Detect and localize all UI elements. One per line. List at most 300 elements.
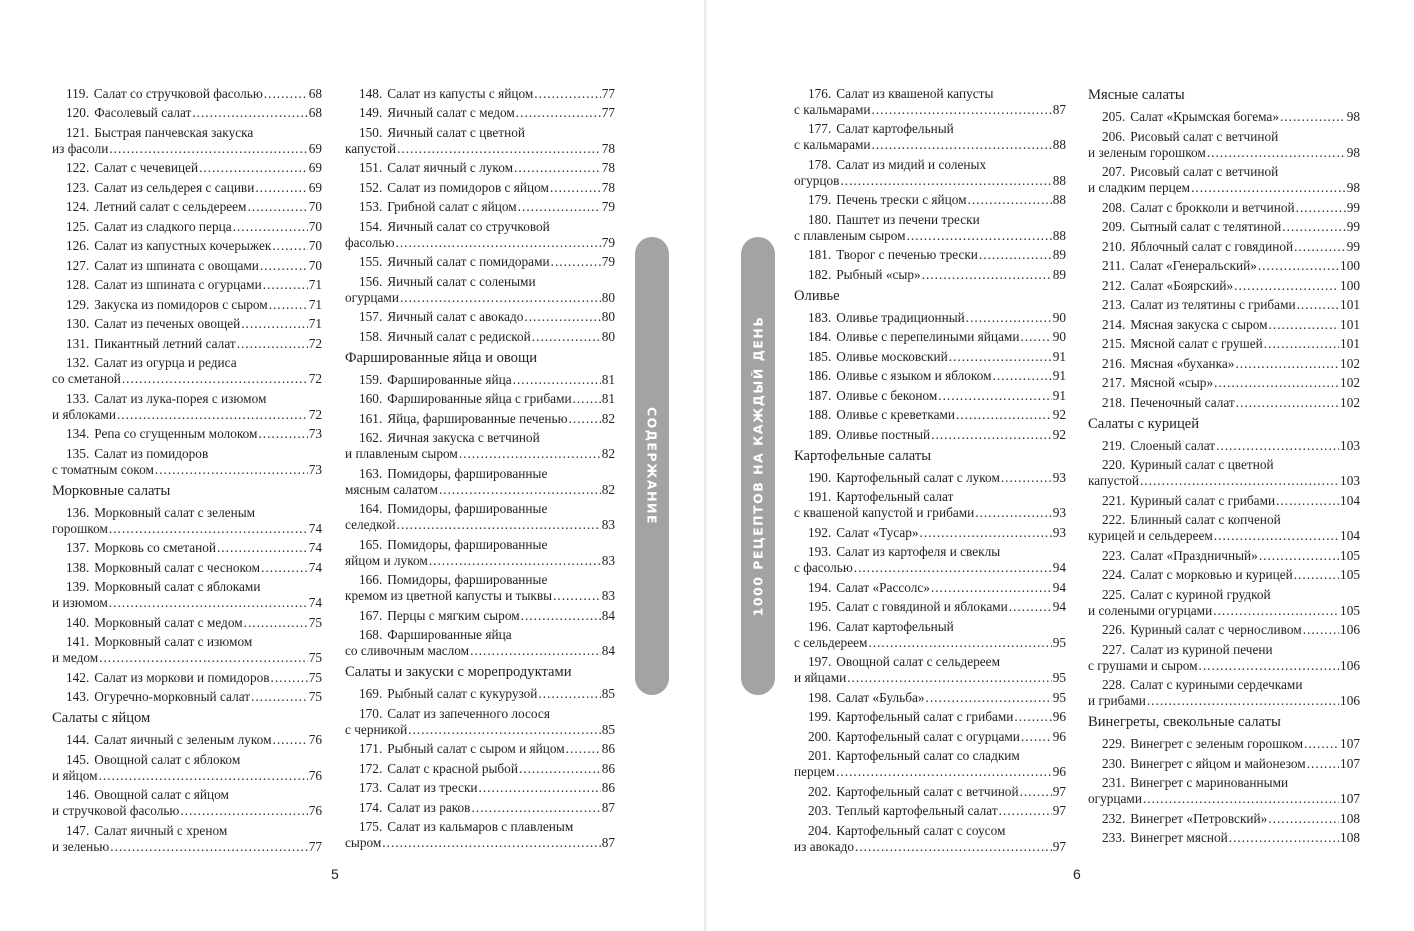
entry-title-continued: и медом bbox=[52, 650, 99, 666]
toc-entry[interactable] bbox=[52, 160, 322, 176]
entry-page-number: 74 bbox=[308, 595, 322, 611]
toc-entry[interactable] bbox=[794, 388, 1066, 404]
toc-entry[interactable] bbox=[52, 560, 322, 576]
toc-entry[interactable] bbox=[1088, 317, 1360, 333]
entry-number: 160. bbox=[359, 391, 383, 407]
entry-page-number: 75 bbox=[308, 614, 322, 630]
toc-entry[interactable] bbox=[345, 430, 615, 462]
entry-number: 148. bbox=[359, 85, 383, 101]
toc-entry[interactable] bbox=[1088, 512, 1360, 544]
entry-title: Фаршированные яйца с грибами bbox=[387, 391, 572, 407]
toc-entry[interactable] bbox=[794, 654, 1066, 686]
entry-number: 214. bbox=[1102, 316, 1126, 332]
leader-dots bbox=[872, 102, 1052, 118]
entry-page-number: 108 bbox=[1340, 830, 1360, 846]
toc-entry[interactable] bbox=[794, 247, 1066, 263]
entry-page-number: 72 bbox=[308, 335, 322, 351]
entry-title: Помидоры, фаршированные bbox=[387, 465, 548, 481]
toc-entry[interactable] bbox=[345, 160, 615, 176]
entry-number: 175. bbox=[359, 819, 383, 835]
toc-entry[interactable] bbox=[1088, 756, 1360, 772]
toc-entry[interactable] bbox=[52, 823, 322, 855]
entry-page-number: 97 bbox=[1052, 783, 1066, 799]
entry-number: 139. bbox=[66, 579, 90, 595]
toc-entry[interactable] bbox=[52, 579, 322, 611]
toc-entry[interactable] bbox=[794, 192, 1066, 208]
entry-number: 171. bbox=[359, 741, 383, 757]
entry-title: Салат из раков bbox=[387, 799, 471, 815]
toc-entry[interactable] bbox=[1088, 297, 1360, 313]
entry-page-number: 76 bbox=[308, 767, 322, 783]
toc-entry[interactable] bbox=[794, 329, 1066, 345]
toc-entry[interactable] bbox=[1088, 278, 1360, 294]
toc-entry[interactable] bbox=[52, 316, 322, 332]
entry-title: Оливье с языком и яблоком bbox=[836, 368, 992, 384]
toc-entry[interactable] bbox=[52, 391, 322, 423]
leader-dots bbox=[968, 192, 1052, 208]
toc-entry[interactable] bbox=[794, 470, 1066, 486]
entry-title: Салат «Праздничный» bbox=[1130, 547, 1258, 563]
toc-entry[interactable] bbox=[52, 355, 322, 387]
entry-number: 180. bbox=[808, 211, 832, 227]
entry-page-number: 101 bbox=[1340, 336, 1360, 352]
toc-entry[interactable] bbox=[52, 105, 322, 121]
toc-entry[interactable] bbox=[794, 86, 1066, 118]
toc-entry[interactable] bbox=[794, 803, 1066, 819]
toc-entry[interactable] bbox=[794, 748, 1066, 780]
entry-page-number: 100 bbox=[1340, 277, 1360, 293]
entry-title: Помидоры, фаршированные bbox=[387, 536, 548, 552]
entry-title: Салат из шпината с огурцами bbox=[94, 277, 262, 292]
entry-page-number: 87 bbox=[601, 799, 615, 815]
entry-page-number: 98 bbox=[1346, 180, 1360, 196]
entry-page-number: 69 bbox=[308, 140, 322, 156]
section-heading: Винегреты, свекольные салаты bbox=[1088, 714, 1281, 731]
entry-number: 194. bbox=[808, 579, 832, 595]
toc-entry[interactable] bbox=[1088, 109, 1360, 125]
toc-entry[interactable] bbox=[1088, 219, 1360, 235]
entry-number: 127. bbox=[66, 257, 90, 273]
entry-title: Картофельный салат с луком bbox=[836, 469, 1000, 485]
entry-number: 125. bbox=[66, 218, 90, 234]
entry-number: 233. bbox=[1102, 830, 1126, 846]
entry-title: Оливье с перепелиными яйцами bbox=[836, 329, 1020, 345]
toc-entry[interactable] bbox=[794, 427, 1066, 443]
toc-entry[interactable] bbox=[794, 212, 1066, 244]
entry-title: Салат с брокколи и ветчиной bbox=[1130, 199, 1295, 215]
toc-entry[interactable] bbox=[52, 180, 322, 196]
entry-number: 159. bbox=[359, 371, 383, 387]
entry-page-number: 90 bbox=[1052, 309, 1066, 325]
entry-number: 184. bbox=[808, 329, 832, 345]
leader-dots bbox=[255, 180, 307, 196]
entry-title: Яблочный салат с говядиной bbox=[1130, 238, 1294, 254]
entry-page-number: 108 bbox=[1340, 810, 1360, 826]
entry-page-number: 93 bbox=[1052, 524, 1066, 540]
entry-number: 212. bbox=[1102, 277, 1126, 293]
leader-dots bbox=[260, 258, 308, 274]
entry-title: Печень трески с яйцом bbox=[836, 192, 967, 207]
toc-entry[interactable] bbox=[1088, 587, 1360, 619]
entry-number: 126. bbox=[66, 238, 90, 253]
toc-entry[interactable] bbox=[1088, 642, 1360, 674]
entry-title: Оливье с креветками bbox=[836, 407, 956, 423]
toc-entry[interactable] bbox=[345, 741, 615, 757]
entry-title: Куриный салат с грибами bbox=[1130, 492, 1276, 508]
leader-dots bbox=[573, 391, 601, 407]
toc-entry[interactable] bbox=[1088, 239, 1360, 255]
toc-entry[interactable] bbox=[1088, 336, 1360, 352]
toc-entry[interactable] bbox=[794, 823, 1066, 855]
entry-title-continued: огурцами bbox=[345, 289, 399, 305]
entry-page-number: 106 bbox=[1340, 693, 1360, 709]
toc-entry[interactable] bbox=[794, 690, 1066, 706]
leader-dots bbox=[1294, 239, 1346, 255]
right-page bbox=[707, 0, 1414, 931]
entry-page-number: 85 bbox=[601, 721, 615, 737]
toc-entry[interactable] bbox=[52, 238, 322, 254]
leader-dots bbox=[1214, 528, 1339, 544]
entry-title: Яйца, фаршированные печенью bbox=[387, 410, 568, 426]
entry-title: Мясная закуска с сыром bbox=[1130, 316, 1268, 332]
toc-entry[interactable] bbox=[794, 157, 1066, 189]
entry-number: 177. bbox=[808, 121, 832, 136]
entry-number: 146. bbox=[66, 787, 90, 803]
toc-entry[interactable] bbox=[52, 752, 322, 784]
toc-entry[interactable] bbox=[52, 634, 322, 666]
toc-entry[interactable] bbox=[52, 199, 322, 215]
page-number-right: 6 bbox=[1073, 866, 1081, 882]
leader-dots bbox=[244, 615, 308, 631]
entry-title: Рисовый салат с ветчиной bbox=[1130, 128, 1279, 144]
entry-page-number: 84 bbox=[601, 607, 615, 623]
entry-number: 120. bbox=[66, 105, 90, 120]
toc-entry[interactable] bbox=[52, 732, 322, 748]
leader-dots bbox=[513, 372, 601, 388]
toc-entry[interactable] bbox=[1088, 548, 1360, 564]
entry-title: Салат с красной рыбой bbox=[387, 760, 518, 776]
toc-entry[interactable] bbox=[345, 372, 615, 388]
entry-page-number: 102 bbox=[1340, 375, 1360, 391]
entry-number: 158. bbox=[359, 328, 383, 344]
leader-dots bbox=[264, 86, 308, 102]
toc-entry[interactable] bbox=[345, 411, 615, 427]
entry-title: Морковный салат с зеленым bbox=[94, 504, 256, 520]
toc-column-4 bbox=[1088, 82, 1360, 846]
toc-entry[interactable] bbox=[1088, 677, 1360, 709]
toc-entry[interactable] bbox=[794, 709, 1066, 725]
leader-dots bbox=[1297, 297, 1339, 313]
entry-page-number: 98 bbox=[1346, 109, 1360, 125]
toc-entry[interactable] bbox=[345, 761, 615, 777]
toc-entry[interactable] bbox=[794, 729, 1066, 745]
toc-entry[interactable] bbox=[52, 615, 322, 631]
entry-page-number: 82 bbox=[601, 410, 615, 426]
entry-number: 132. bbox=[66, 355, 90, 370]
entry-page-number: 94 bbox=[1052, 579, 1066, 595]
toc-entry[interactable] bbox=[1088, 457, 1360, 489]
toc-entry[interactable] bbox=[52, 426, 322, 442]
leader-dots bbox=[551, 254, 601, 270]
entry-title-continued: селедкой bbox=[345, 517, 396, 533]
entry-number: 149. bbox=[359, 105, 383, 120]
toc-entry[interactable] bbox=[1088, 200, 1360, 216]
toc-entry[interactable] bbox=[794, 121, 1066, 153]
toc-entry[interactable] bbox=[52, 277, 322, 293]
entry-page-number: 68 bbox=[308, 105, 322, 120]
toc-entry[interactable] bbox=[1088, 258, 1360, 274]
toc-entry[interactable] bbox=[52, 86, 322, 102]
toc-entry[interactable] bbox=[794, 544, 1066, 576]
entry-page-number: 90 bbox=[1052, 329, 1066, 345]
entry-title: Рыбный салат с сыром и яйцом bbox=[387, 741, 565, 757]
entry-title-continued: и яблоками bbox=[52, 406, 116, 422]
toc-entry[interactable] bbox=[52, 297, 322, 313]
toc-entry[interactable] bbox=[1088, 129, 1360, 161]
leader-dots bbox=[258, 426, 307, 442]
leader-dots bbox=[1020, 784, 1052, 800]
toc-entry[interactable] bbox=[794, 599, 1066, 615]
leader-dots bbox=[273, 732, 308, 748]
entry-number: 181. bbox=[808, 247, 832, 262]
entry-title: Салат «Боярский» bbox=[1130, 277, 1234, 293]
toc-entry[interactable] bbox=[345, 199, 615, 215]
entry-page-number: 92 bbox=[1052, 407, 1066, 423]
entry-title: Салат «Тусар» bbox=[836, 524, 919, 540]
toc-entry[interactable] bbox=[52, 336, 322, 352]
toc-entry[interactable] bbox=[794, 784, 1066, 800]
leader-dots bbox=[155, 462, 308, 478]
entry-number: 178. bbox=[808, 156, 832, 172]
entry-title: Салат «Бульба» bbox=[836, 689, 925, 705]
entry-title-continued: с фасолью bbox=[794, 560, 853, 576]
toc-entry[interactable] bbox=[52, 670, 322, 686]
entry-page-number: 102 bbox=[1340, 394, 1360, 410]
entry-title: Яичный салат со стручковой bbox=[387, 218, 550, 234]
entry-title: Салат «Крымская богема» bbox=[1130, 109, 1279, 125]
toc-entry[interactable] bbox=[345, 466, 615, 498]
entry-number: 229. bbox=[1102, 736, 1126, 752]
toc-entry[interactable] bbox=[345, 254, 615, 270]
entry-page-number: 89 bbox=[1052, 247, 1066, 262]
toc-entry[interactable] bbox=[345, 391, 615, 407]
leader-dots bbox=[192, 105, 307, 121]
toc-entry[interactable] bbox=[52, 258, 322, 274]
entry-number: 198. bbox=[808, 689, 832, 705]
toc-entry[interactable] bbox=[345, 274, 615, 306]
entry-title-continued: из фасоли bbox=[52, 140, 109, 156]
leader-dots bbox=[241, 316, 307, 332]
toc-entry[interactable] bbox=[52, 505, 322, 537]
toc-entry[interactable] bbox=[794, 580, 1066, 596]
entry-number: 123. bbox=[66, 179, 90, 195]
leader-dots bbox=[569, 411, 601, 427]
entry-number: 202. bbox=[808, 783, 832, 799]
entry-number: 216. bbox=[1102, 355, 1126, 371]
entry-title-continued: и солеными огурцами bbox=[1088, 602, 1213, 618]
entry-title: Рыбный салат с кукурузой bbox=[387, 686, 538, 702]
entry-number: 133. bbox=[66, 390, 90, 406]
entry-title-continued: и яйцами bbox=[794, 670, 847, 686]
toc-entry[interactable] bbox=[1088, 493, 1360, 509]
entry-number: 161. bbox=[359, 410, 383, 426]
leader-dots bbox=[263, 277, 308, 293]
entry-page-number: 97 bbox=[1052, 838, 1066, 854]
entry-number: 147. bbox=[66, 822, 90, 838]
toc-entry[interactable] bbox=[345, 608, 615, 624]
entry-page-number: 72 bbox=[308, 406, 322, 422]
leader-dots bbox=[1294, 567, 1339, 583]
entry-title: Салат с куриной грудкой bbox=[1130, 586, 1271, 602]
book-title-tab bbox=[741, 237, 775, 695]
toc-entry[interactable] bbox=[345, 572, 615, 604]
entry-number: 176. bbox=[808, 85, 832, 101]
toc-entry[interactable] bbox=[794, 368, 1066, 384]
entry-title: Репа со сгущенным молоком bbox=[94, 426, 258, 441]
leader-dots bbox=[251, 689, 308, 705]
entry-page-number: 95 bbox=[1052, 634, 1066, 650]
entry-title: Закуска из помидоров с сыром bbox=[94, 296, 268, 312]
toc-entry[interactable] bbox=[794, 525, 1066, 541]
section-tab-left bbox=[635, 237, 669, 695]
toc-entry[interactable] bbox=[794, 407, 1066, 423]
entry-number: 223. bbox=[1102, 547, 1126, 563]
toc-entry[interactable] bbox=[1088, 775, 1360, 807]
toc-entry[interactable] bbox=[52, 219, 322, 235]
toc-entry[interactable] bbox=[345, 501, 615, 533]
entry-title: Яичный салат с цветной bbox=[387, 124, 525, 140]
toc-entry[interactable] bbox=[345, 686, 615, 702]
toc-entry[interactable] bbox=[345, 800, 615, 816]
entry-page-number: 82 bbox=[601, 446, 615, 462]
toc-entry[interactable] bbox=[345, 309, 615, 325]
entry-number: 155. bbox=[359, 254, 383, 269]
leader-dots bbox=[1009, 599, 1052, 615]
toc-entry[interactable] bbox=[794, 489, 1066, 521]
toc-entry[interactable] bbox=[1088, 736, 1360, 752]
entry-title: Салат из печеных овощей bbox=[94, 316, 241, 331]
entry-title: Мясная «буханка» bbox=[1130, 355, 1235, 371]
entry-number: 185. bbox=[808, 348, 832, 364]
toc-entry[interactable] bbox=[345, 780, 615, 796]
leader-dots bbox=[872, 137, 1052, 153]
entry-number: 144. bbox=[66, 732, 90, 748]
toc-entry[interactable] bbox=[345, 706, 615, 738]
leader-dots bbox=[1216, 438, 1339, 454]
entry-number: 162. bbox=[359, 430, 383, 446]
entry-page-number: 79 bbox=[601, 199, 615, 214]
entry-title-continued: сыром bbox=[345, 835, 382, 851]
entry-title: Овощной салат с яблоком bbox=[94, 751, 241, 767]
toc-entry[interactable] bbox=[794, 310, 1066, 326]
toc-entry[interactable] bbox=[1088, 811, 1360, 827]
leader-dots bbox=[516, 105, 601, 121]
toc-entry[interactable] bbox=[1088, 164, 1360, 196]
entry-title-continued: и зеленью bbox=[52, 838, 110, 854]
leader-dots bbox=[920, 525, 1052, 541]
toc-column-1 bbox=[52, 82, 322, 855]
toc-entry[interactable] bbox=[794, 267, 1066, 283]
toc-entry[interactable] bbox=[52, 689, 322, 705]
entry-number: 172. bbox=[359, 760, 383, 776]
toc-entry[interactable] bbox=[345, 105, 615, 121]
entry-page-number: 84 bbox=[601, 643, 615, 659]
entry-page-number: 75 bbox=[308, 650, 322, 666]
entry-title: Печеночный салат bbox=[1130, 394, 1235, 410]
toc-entry[interactable] bbox=[52, 787, 322, 819]
entry-page-number: 81 bbox=[601, 371, 615, 387]
toc-entry[interactable] bbox=[345, 219, 615, 251]
entry-title-continued: со сливочным маслом bbox=[345, 643, 470, 659]
entry-title: Салат с чечевицей bbox=[94, 160, 199, 175]
entry-title-continued: перцем bbox=[794, 764, 836, 780]
toc-entry[interactable] bbox=[345, 180, 615, 196]
toc-entry[interactable] bbox=[1088, 356, 1360, 372]
entry-number: 134. bbox=[66, 426, 90, 441]
toc-entry[interactable] bbox=[794, 349, 1066, 365]
entry-page-number: 96 bbox=[1052, 709, 1066, 725]
leader-dots bbox=[514, 160, 601, 176]
entry-title: Морковь со сметаной bbox=[94, 540, 217, 556]
leader-dots bbox=[534, 86, 600, 102]
entry-title: Блинный салат с копченой bbox=[1130, 512, 1281, 528]
entry-page-number: 99 bbox=[1346, 219, 1360, 235]
entry-title: Морковный салат с медом bbox=[94, 614, 243, 630]
entry-page-number: 92 bbox=[1052, 426, 1066, 442]
toc-entry[interactable] bbox=[1088, 622, 1360, 638]
entry-number: 227. bbox=[1102, 641, 1126, 657]
toc-entry[interactable] bbox=[345, 819, 615, 851]
toc-entry[interactable] bbox=[1088, 395, 1360, 411]
toc-entry[interactable] bbox=[1088, 830, 1360, 846]
toc-entry[interactable] bbox=[1088, 438, 1360, 454]
toc-entry[interactable] bbox=[52, 125, 322, 157]
leader-dots bbox=[272, 238, 307, 254]
entry-title: Помидоры, фаршированные bbox=[387, 572, 548, 588]
entry-number: 208. bbox=[1102, 199, 1126, 215]
toc-entry[interactable] bbox=[345, 537, 615, 569]
entry-page-number: 85 bbox=[601, 686, 615, 702]
toc-entry[interactable] bbox=[345, 86, 615, 102]
leader-dots bbox=[439, 482, 601, 498]
leader-dots bbox=[931, 580, 1052, 596]
entry-number: 209. bbox=[1102, 219, 1126, 235]
entry-number: 219. bbox=[1102, 437, 1126, 453]
toc-entry[interactable] bbox=[1088, 375, 1360, 391]
toc-entry[interactable] bbox=[1088, 567, 1360, 583]
leader-dots bbox=[1304, 736, 1339, 752]
entry-title: Грибной салат с яйцом bbox=[387, 199, 517, 214]
entry-page-number: 107 bbox=[1340, 755, 1360, 771]
entry-page-number: 88 bbox=[1052, 137, 1066, 152]
toc-entry[interactable] bbox=[345, 627, 615, 659]
entry-number: 156. bbox=[359, 273, 383, 289]
entry-number: 232. bbox=[1102, 810, 1126, 826]
toc-entry[interactable] bbox=[52, 540, 322, 556]
entry-number: 136. bbox=[66, 504, 90, 520]
toc-entry[interactable] bbox=[345, 329, 615, 345]
entry-number: 200. bbox=[808, 728, 832, 744]
toc-entry[interactable] bbox=[52, 446, 322, 478]
entry-title: Морковный салат с чесноком bbox=[94, 559, 261, 575]
entry-title: Фасолевый салат bbox=[94, 105, 192, 120]
toc-entry[interactable] bbox=[345, 125, 615, 157]
entry-number: 174. bbox=[359, 799, 383, 815]
toc-entry[interactable] bbox=[794, 619, 1066, 651]
entry-page-number: 69 bbox=[308, 160, 322, 175]
entry-page-number: 88 bbox=[1052, 172, 1066, 188]
entry-title: Летний салат с сельдереем bbox=[94, 199, 247, 214]
